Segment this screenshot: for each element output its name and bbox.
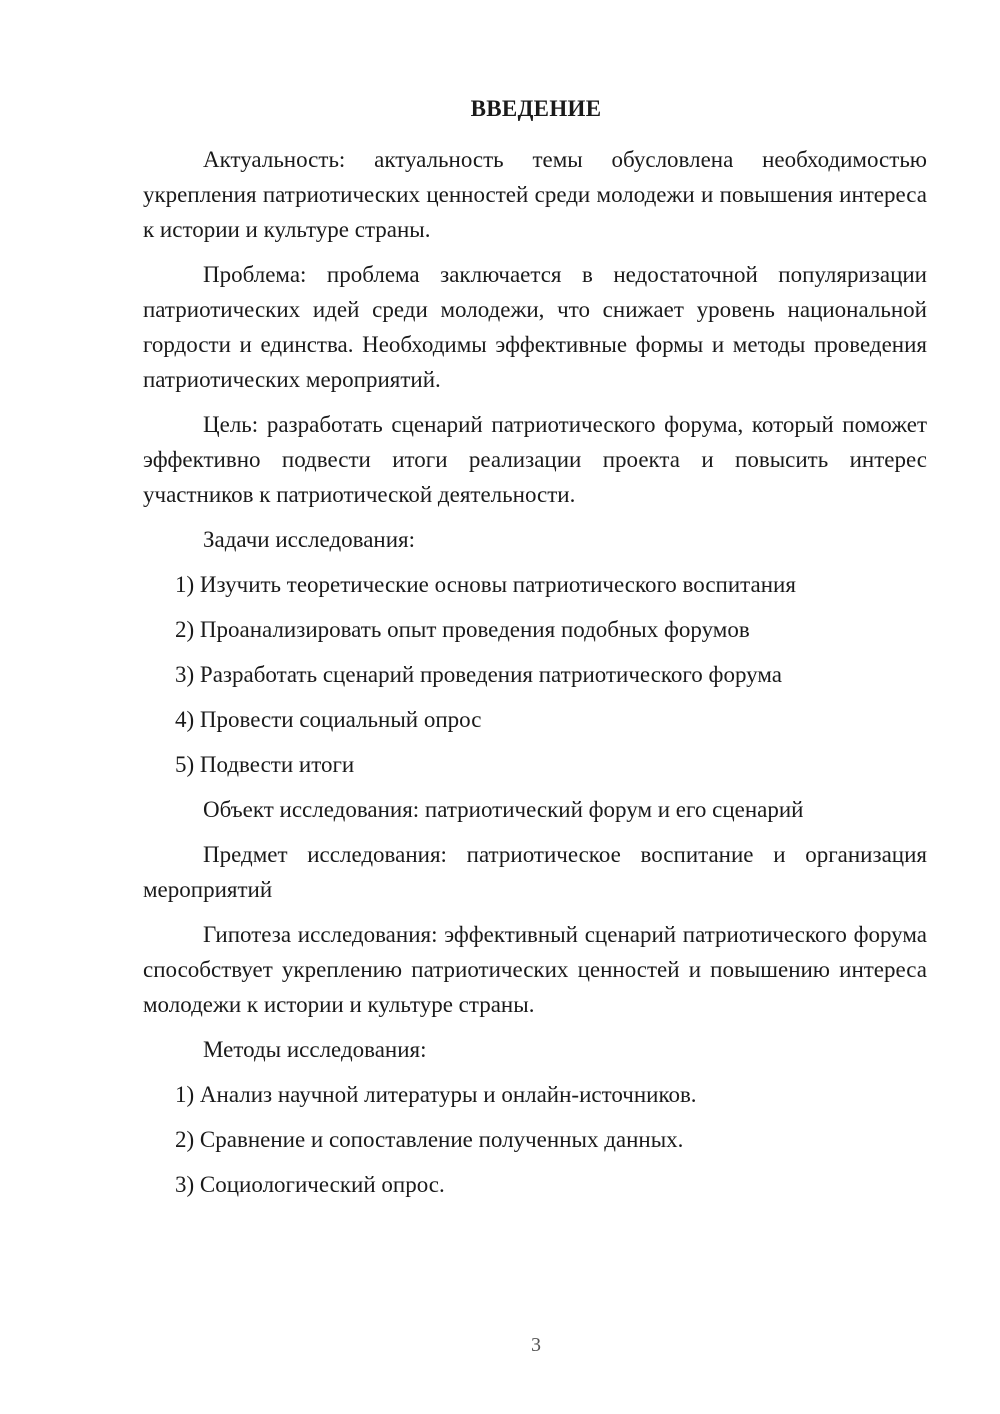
subject-paragraph: Предмет исследования: патриотическое воспитание и организация мероприятий <box>143 842 927 902</box>
task-item: 4) Провести социальный опрос <box>175 707 482 732</box>
methods-heading: Методы исследования: <box>203 1037 427 1062</box>
page-title: ВВЕДЕНИЕ <box>470 96 602 121</box>
relevance-paragraph: Актуальность: актуальность темы обусловлена необходимостью укрепления патриотических ценностей среди молодежи и повышения интереса к истории и культуре страны. <box>143 147 927 242</box>
method-item: 1) Анализ научной литературы и онлайн-источников. <box>175 1082 697 1107</box>
hypothesis-paragraph: Гипотеза исследования: эффективный сценарий патриотического форума способствует укреплению патриотических ценностей и повышению интереса молодежи к истории и культуре страны. <box>143 922 927 1017</box>
object-paragraph: Объект исследования: патриотический форум и его сценарий <box>203 797 804 822</box>
task-item: 1) Изучить теоретические основы патриотического воспитания <box>175 572 796 597</box>
problem-paragraph: Проблема: проблема заключается в недостаточной популяризации патриотических идей среди молодежи, что снижает уровень национальной гордости и единства. Необходимы эффективные формы и методы проведения патриотических мероприятий. <box>143 262 927 392</box>
method-item: 3) Социологический опрос. <box>175 1172 445 1197</box>
task-item: 3) Разработать сценарий проведения патриотического форума <box>175 662 782 687</box>
task-item: 2) Проанализировать опыт проведения подобных форумов <box>175 617 750 642</box>
method-item: 2) Сравнение и сопоставление полученных данных. <box>175 1127 684 1152</box>
task-item: 5) Подвести итоги <box>175 752 355 777</box>
page-number: 3 <box>531 1334 541 1356</box>
goal-paragraph: Цель: разработать сценарий патриотического форума, который поможет эффективно подвести итоги реализации проекта и повысить интерес участников к патриотической деятельности. <box>143 412 927 507</box>
document-body <box>143 142 927 1212</box>
tasks-heading: Задачи исследования: <box>203 527 416 552</box>
